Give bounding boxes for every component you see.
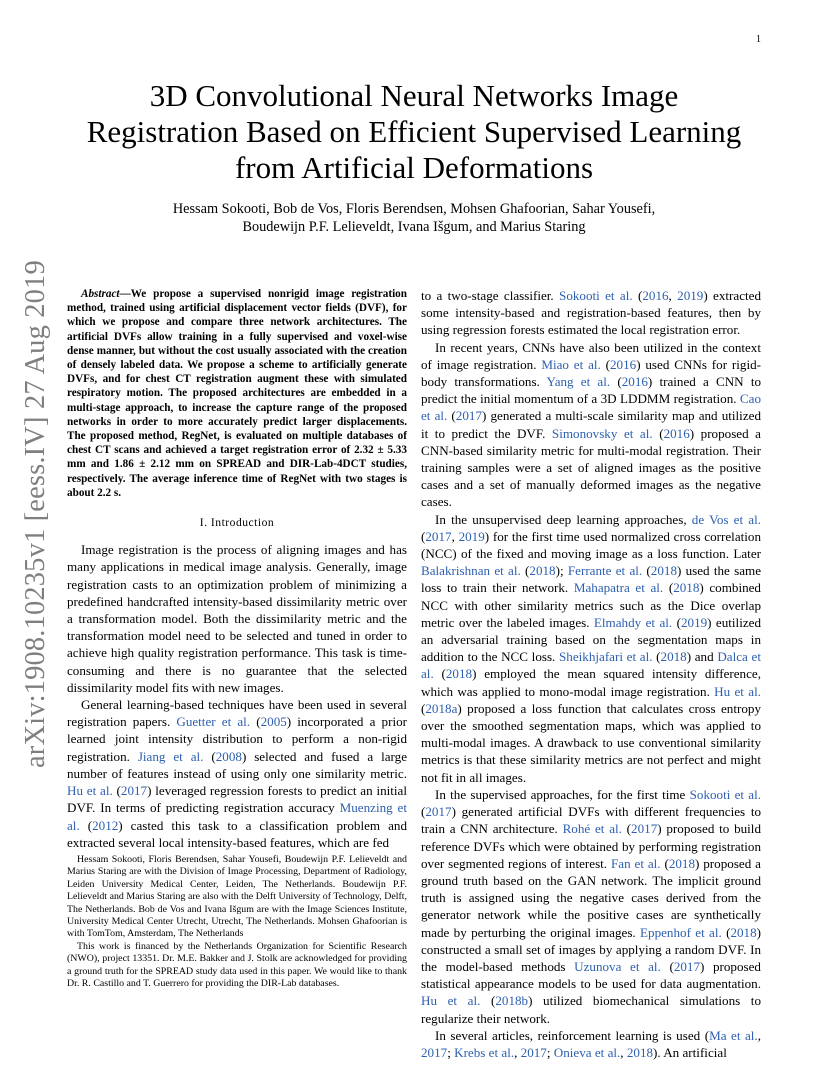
paragraph-text: ) constructed a small set of images by applying a random DVF. In the model-based methods xyxy=(421,924,762,974)
body-paragraph xyxy=(421,339,761,511)
citation-link[interactable]: 2018 xyxy=(673,580,700,596)
paragraph-text: ( xyxy=(480,993,496,1009)
paragraph-text: ( xyxy=(642,563,651,579)
citation-link[interactable]: Onieva et al. xyxy=(553,1044,621,1060)
footnotes xyxy=(67,854,407,990)
funding-footnote: This work is financed by the Netherlands Organization for Scientific Research (NWO), project 13351. Dr. M.E. Bakker and J. Stolk are acknowledged for providing a ground truth for the SPREAD study data used in this paper. We would like to thank Dr. R. Castillo and T. Guerrero for providing the DIR-Lab databases. xyxy=(67,940,407,990)
citation-link[interactable]: Jiang et al. xyxy=(137,748,204,764)
citation-link[interactable]: Guetter et al. xyxy=(176,714,251,730)
body-paragraph xyxy=(421,1027,761,1061)
citation-link[interactable]: 2016 xyxy=(642,288,669,303)
paragraph-text: ) extracted some intensity-based and registration-based features, then by using regression forests estimated the local registration error. xyxy=(421,288,761,338)
paragraph-text: ); xyxy=(555,563,568,579)
abstract xyxy=(67,287,407,500)
citation-link[interactable]: Dalca et al. xyxy=(421,649,761,682)
paragraph-text: ) used the same loss to train their network. xyxy=(421,563,762,596)
citation-link[interactable]: Krebs et al. xyxy=(454,1044,515,1060)
paragraph-text: , xyxy=(451,528,459,544)
body-paragraph xyxy=(67,696,407,851)
paragraph-text: , xyxy=(757,1027,761,1043)
citation-link[interactable]: 2019 xyxy=(677,288,704,303)
citation-link[interactable]: 2005 xyxy=(260,714,287,730)
paragraph-text: ( xyxy=(250,714,261,730)
citation-link[interactable]: 2017 xyxy=(520,1044,547,1060)
citation-link[interactable]: 2016 xyxy=(621,374,648,390)
paragraph-text: ( xyxy=(421,804,426,820)
citation-link[interactable]: Mahapatra et al. xyxy=(573,580,664,596)
paragraph-text: In the unsupervised deep learning approaches, xyxy=(435,511,692,527)
paragraph-text: In several articles, reinforcement learning is used ( xyxy=(435,1027,710,1043)
body-paragraph xyxy=(67,541,407,696)
paragraph-text: ( xyxy=(600,356,610,372)
citation-link[interactable]: Cao et al. xyxy=(421,391,761,424)
paragraph-text: ) used CNNs for rigid-body transformations. xyxy=(421,356,761,390)
citation-link[interactable]: 2019 xyxy=(458,528,485,544)
citation-link[interactable]: Ferrante et al. xyxy=(567,563,643,579)
title-line: Registration Based on Efficient Supervised Learning xyxy=(86,114,742,149)
author-line: Boudewijn P.F. Lelieveldt, Ivana Išgum, and Marius Staring xyxy=(242,219,586,235)
title-line: 3D Convolutional Neural Networks Image xyxy=(149,78,679,113)
citation-link[interactable]: Hu et al. xyxy=(421,993,481,1009)
paragraph-text: In the supervised approaches, for the first time xyxy=(435,786,690,802)
paragraph-text: ) selected and fused a large number of features instead of using only one similarity metric. xyxy=(67,748,408,781)
author-line: Hessam Sokooti, Bob de Vos, Floris Berendsen, Mohsen Ghafoorian, Sahar Yousefi, xyxy=(172,201,656,217)
citation-link[interactable]: 2017 xyxy=(673,958,700,974)
citation-link[interactable]: 2018a xyxy=(425,700,458,716)
paragraph-text: In recent years, CNNs have also been utilized in the context of image registration. xyxy=(421,339,761,372)
affiliation-footnote: Hessam Sokooti, Floris Berendsen, Sahar Yousefi, Boudewijn P.F. Lelieveldt and Marius Staring are with the Division of Image Processing, Department of Radiology, Leiden University Medical Center, Leiden, The Netherlands. Boudewijn P.F. Lelieveldt and Marius Staring are also with the Delft University of Technology, Delft, The Netherlands. Bob de Vos and Ivana Išgum are with the Image Sciences Institute, University Medical Center Utrecht, Utrecht, The Netherlands. Mohsen Ghafoorian is with TomTom, Amsterdam, The Netherlands xyxy=(67,854,407,940)
citation-link[interactable]: Sokooti et al. xyxy=(559,288,633,303)
paragraph-text: ( xyxy=(652,649,661,665)
paragraph-text: ) proposed a loss function that calculates cross entropy over the smoothed segmentation maps, which was applied to multi-modal images. A drawback to use conventional similarity metrics is that these similarity metrics are not perfect and might not fit in all images. xyxy=(421,700,761,785)
paragraph-text: ) incorporated a prior learned joint intensity distribution to perform a non-rigid registration. xyxy=(67,714,407,764)
paragraph-text: ) casted this task to a classification problem and extracted several local intensity-based features, which are fed xyxy=(67,817,407,850)
paragraph-text: ) generated artificial DVFs with different frequencies to train a CNN architecture. xyxy=(421,804,761,837)
paragraph-text: ) employed the mean squared intensity difference, which was applied to mono-modal image registration. xyxy=(421,666,761,699)
paragraph-text: ) proposed a CNN-based similarity metric for multi-modal registration. Their training samples were a set of aligned images as the positive cases and a set of manually deformed images as the negative cases. xyxy=(421,425,761,510)
citation-link[interactable]: 2018 xyxy=(730,924,757,940)
citation-link[interactable]: Ma et al. xyxy=(709,1027,758,1043)
paragraph-text: ; xyxy=(447,1044,455,1060)
citation-link[interactable]: 2008 xyxy=(215,748,242,764)
paragraph-text: ) proposed to build reference DVFs which were obtained by performing registration over segmented regions of interest. xyxy=(421,821,761,871)
paragraph-text: ) and xyxy=(686,649,718,665)
citation-link[interactable]: de Vos et al. xyxy=(691,511,762,527)
paragraph-text: ) eutilized an adversarial training based on the segmentation maps in addition to the NCC loss. xyxy=(421,614,762,665)
arxiv-identifier-stamp[interactable]: arXiv:1908.10235v1 [eess.IV] 27 Aug 2019 xyxy=(20,260,51,768)
citation-link[interactable]: Muenzing et al. xyxy=(67,800,407,833)
citation-link[interactable]: Fan et al. xyxy=(610,855,661,871)
paragraph-text: ( xyxy=(421,528,426,544)
paragraph-text: ( xyxy=(79,817,93,833)
paragraph-text: ( xyxy=(660,855,669,871)
body-paragraph xyxy=(421,287,761,339)
paragraph-text: ) leveraged regression forests to predict an initial DVF. In terms of predicting registration accuracy xyxy=(67,783,407,816)
page-number: 1 xyxy=(756,34,761,45)
body-paragraph xyxy=(421,511,761,786)
citation-link[interactable]: 2018b xyxy=(495,993,529,1009)
paragraph-text: , xyxy=(668,288,678,303)
citation-link[interactable]: Yang et al. xyxy=(546,374,611,390)
paragraph-text: , xyxy=(514,1044,521,1060)
paragraph-text: ( xyxy=(721,924,731,940)
citation-link[interactable]: Sokooti et al. xyxy=(689,786,762,802)
title-line: from Artificial Deformations xyxy=(234,150,594,185)
paragraph-text: ( xyxy=(520,563,530,579)
citation-link[interactable]: 2016 xyxy=(663,425,690,441)
citation-link[interactable]: 2017 xyxy=(120,783,148,799)
citation-link[interactable]: 2012 xyxy=(92,817,119,833)
citation-link[interactable]: Sheikhjafari et al. xyxy=(559,649,653,665)
paragraph-text: ). An artificial xyxy=(653,1044,727,1060)
left-column xyxy=(67,287,407,851)
paragraph-text: to a two-stage classifier. xyxy=(421,288,560,303)
paragraph-text: ( xyxy=(652,425,664,441)
paragraph-text: General learning-based techniques have been used in several registration papers. xyxy=(67,697,407,730)
paragraph-text: ( xyxy=(663,580,674,596)
right-column xyxy=(421,287,761,1061)
abstract-label: Abstract xyxy=(81,288,120,300)
author-list xyxy=(60,200,768,236)
citation-link[interactable]: 2018 xyxy=(650,563,677,579)
paragraph-text: ( xyxy=(112,783,121,799)
citation-link[interactable]: Simonovsky et al. xyxy=(551,425,653,441)
paragraph-text: ( xyxy=(610,374,622,390)
paragraph-text: ) combined NCC with other similarity metrics such as the Dice overlap metric over the labeled images. xyxy=(421,580,761,630)
citation-link[interactable]: 2018 xyxy=(445,666,473,682)
paragraph-text: ( xyxy=(447,408,456,424)
citation-link[interactable]: Eppenhof et al. xyxy=(640,924,722,940)
paper-title xyxy=(60,78,768,186)
paragraph-text: ( xyxy=(672,614,681,630)
paragraph-text: ) proposed statistical appearance models to be used for data augmentation. xyxy=(421,958,761,992)
paragraph-text: ) generated a multi-scale similarity map and utilized it to predict the DVF. xyxy=(421,408,761,441)
paragraph-text: ) proposed a ground truth based on the GAN network. The implicit ground truth is assigned using the negative cases derived from the generator network while the positive cases are synthetically made by perturbing the original images. xyxy=(421,855,761,940)
paragraph-text: ; xyxy=(546,1044,554,1060)
citation-link[interactable]: Balakrishnan et al. xyxy=(421,563,521,579)
citation-link[interactable]: Miao et al. xyxy=(541,356,601,372)
paragraph-text: , xyxy=(620,1044,627,1060)
paragraph-text: ( xyxy=(433,666,446,682)
paragraph-text: ( xyxy=(660,958,674,974)
paragraph-text: ( xyxy=(621,821,632,837)
paragraph-text: ) for the first time used normalized cross correlation (NCC) of the fixed and moving image as a loss function. Later xyxy=(421,528,761,562)
citation-link[interactable]: 2018 xyxy=(626,1044,654,1060)
citation-link[interactable]: 2018 xyxy=(668,855,696,871)
citation-link[interactable]: Hu et al. xyxy=(67,783,113,799)
citation-link[interactable]: 2017 xyxy=(421,1044,448,1060)
paragraph-text: ) utilized biomechanical simulations to regularize their network. xyxy=(421,993,761,1026)
citation-link[interactable]: 2017 xyxy=(425,528,452,544)
paragraph-text: ( xyxy=(421,700,426,716)
paragraph-text: ( xyxy=(632,288,643,303)
citation-link[interactable]: Uzunova et al. xyxy=(574,958,661,974)
citation-link[interactable]: Hu et al. xyxy=(714,683,761,699)
citation-link[interactable]: 2019 xyxy=(680,614,708,630)
citation-link[interactable]: Elmahdy et al. xyxy=(593,614,673,630)
paragraph-text: ( xyxy=(203,748,216,764)
citation-link[interactable]: 2017 xyxy=(425,804,452,820)
citation-link[interactable]: 2018 xyxy=(529,563,556,579)
citation-link[interactable]: 2017 xyxy=(631,821,658,837)
abstract-text: —We propose a supervised nonrigid image registration method, trained using artificial displacement vector fields (DVF), for which we propose and compare three network architectures. The artificial DVFs allow training in a fully supervised and voxel-wise dense manner, but without the cost usually associated with the creation of densely labeled data. We propose a scheme to artificially generate DVFs, and for chest CT registration augment these with simulated respiratory motion. The proposed architectures are embedded in a multi-stage approach, to increase the capture range of the proposed networks in order to more accurately predict larger displacements. The proposed method, RegNet, is evaluated on multiple databases of chest CT scans and achieved a target registration error of 2.32 ± 5.33 mm and 1.86 ± 2.12 mm on SPREAD and DIR-Lab-4DCT studies, respectively. The average inference time of RegNet with two stages is about 2.2 s. xyxy=(67,288,407,499)
citation-link[interactable]: 2017 xyxy=(455,408,482,424)
section-heading: I. Introduction xyxy=(199,516,275,530)
citation-link[interactable]: Rohé et al. xyxy=(562,821,622,837)
citation-link[interactable]: 2016 xyxy=(610,356,637,372)
paragraph-text: Image registration is the process of aligning images and has many applications in medical image analysis. Generally, image registration casts to an optimization problem of minimizing a predefined handcrafted intensity-based dissimilarity metric over a transformation model. Both the dissimilarity metric and the transformation model need to be selected and tuned in order to achieve high quality registration performance. This task is time-consuming and there is no guarantee that the selected dissimilarity model fits with new images. xyxy=(67,542,407,695)
citation-link[interactable]: 2018 xyxy=(660,649,687,665)
body-paragraph xyxy=(421,786,761,1027)
paragraph-text: ) trained a CNN to predict the initial momentum of a 3D LDDMM registration. xyxy=(421,374,762,407)
